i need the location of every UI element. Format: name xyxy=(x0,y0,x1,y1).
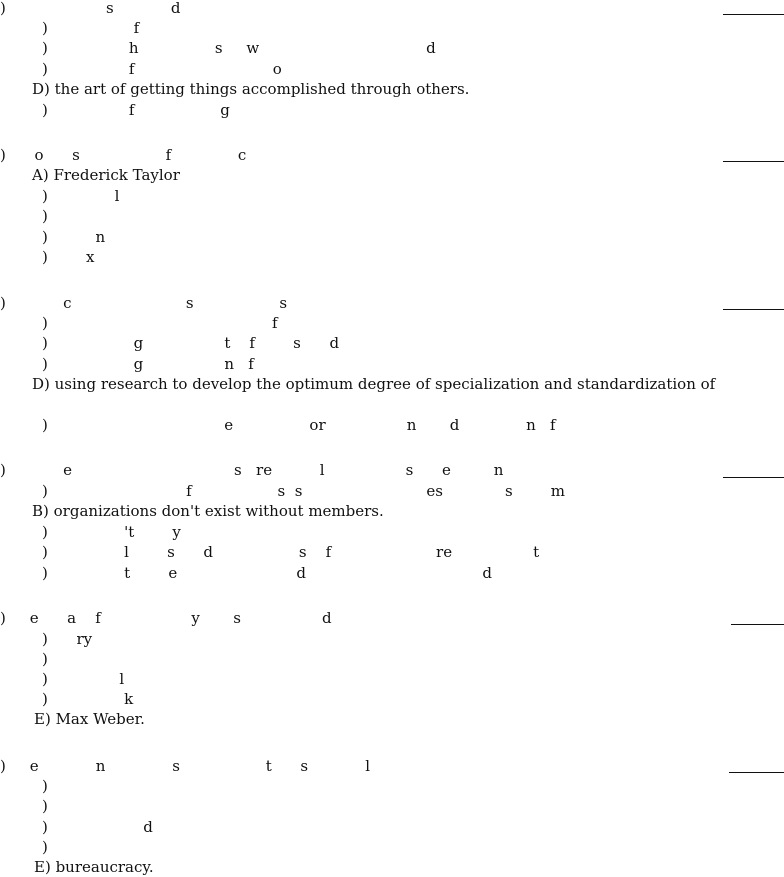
answer-option: ) l s d s f re t xyxy=(42,543,540,561)
answer-option: ) n xyxy=(42,228,106,246)
answer-option: ) f xyxy=(42,314,278,332)
answer-option: ) x xyxy=(42,248,95,266)
answer-option: ) h s w d xyxy=(42,39,436,57)
answer-option: E) Max Weber. xyxy=(34,710,145,728)
answer-blank xyxy=(729,772,784,773)
answer-option: ) t e d d xyxy=(42,564,493,582)
question-stem: ) e s re l s e n xyxy=(0,461,504,479)
answer-blank xyxy=(731,624,784,625)
answer-option: ) xyxy=(42,797,48,815)
answer-option: ) f xyxy=(42,19,140,37)
answer-option: ) g n f xyxy=(42,355,254,373)
question-stem: ) e a f y s d xyxy=(0,609,332,627)
answer-option: ) xyxy=(42,207,48,225)
answer-option: ) f g xyxy=(42,101,230,119)
answer-option: D) the art of getting things accomplished through others. xyxy=(32,80,470,98)
answer-option: B) organizations don't exist without members. xyxy=(32,502,384,520)
answer-option: ) d xyxy=(42,818,153,836)
question-stem: ) s d xyxy=(0,0,181,17)
answer-blank xyxy=(723,161,784,162)
question-stem: ) e n s t s l xyxy=(0,757,371,775)
answer-option: ) 't y xyxy=(42,523,181,541)
answer-option: ) xyxy=(42,838,48,856)
answer-option: ) xyxy=(42,650,48,668)
answer-blank xyxy=(723,477,784,478)
answer-blank xyxy=(723,14,784,15)
answer-option: ) g t f s d xyxy=(42,334,340,352)
answer-option: A) Frederick Taylor xyxy=(32,166,180,184)
question-stem: ) o s f c xyxy=(0,146,247,164)
answer-option: ) l xyxy=(42,670,125,688)
answer-option: ) ry xyxy=(42,630,93,648)
answer-option: ) xyxy=(42,777,48,795)
answer-option: ) e or n d n f xyxy=(42,416,556,434)
answer-option: ) f s s es s m xyxy=(42,482,566,500)
answer-option: ) l xyxy=(42,187,120,205)
answer-option: E) bureaucracy. xyxy=(34,858,154,876)
question-stem: ) c s s xyxy=(0,294,288,312)
answer-option: ) k xyxy=(42,690,134,708)
answer-option: ) f o xyxy=(42,60,282,78)
answer-blank xyxy=(723,309,784,310)
answer-option: D) using research to develop the optimum degree of specialization and standardization of xyxy=(32,375,716,393)
